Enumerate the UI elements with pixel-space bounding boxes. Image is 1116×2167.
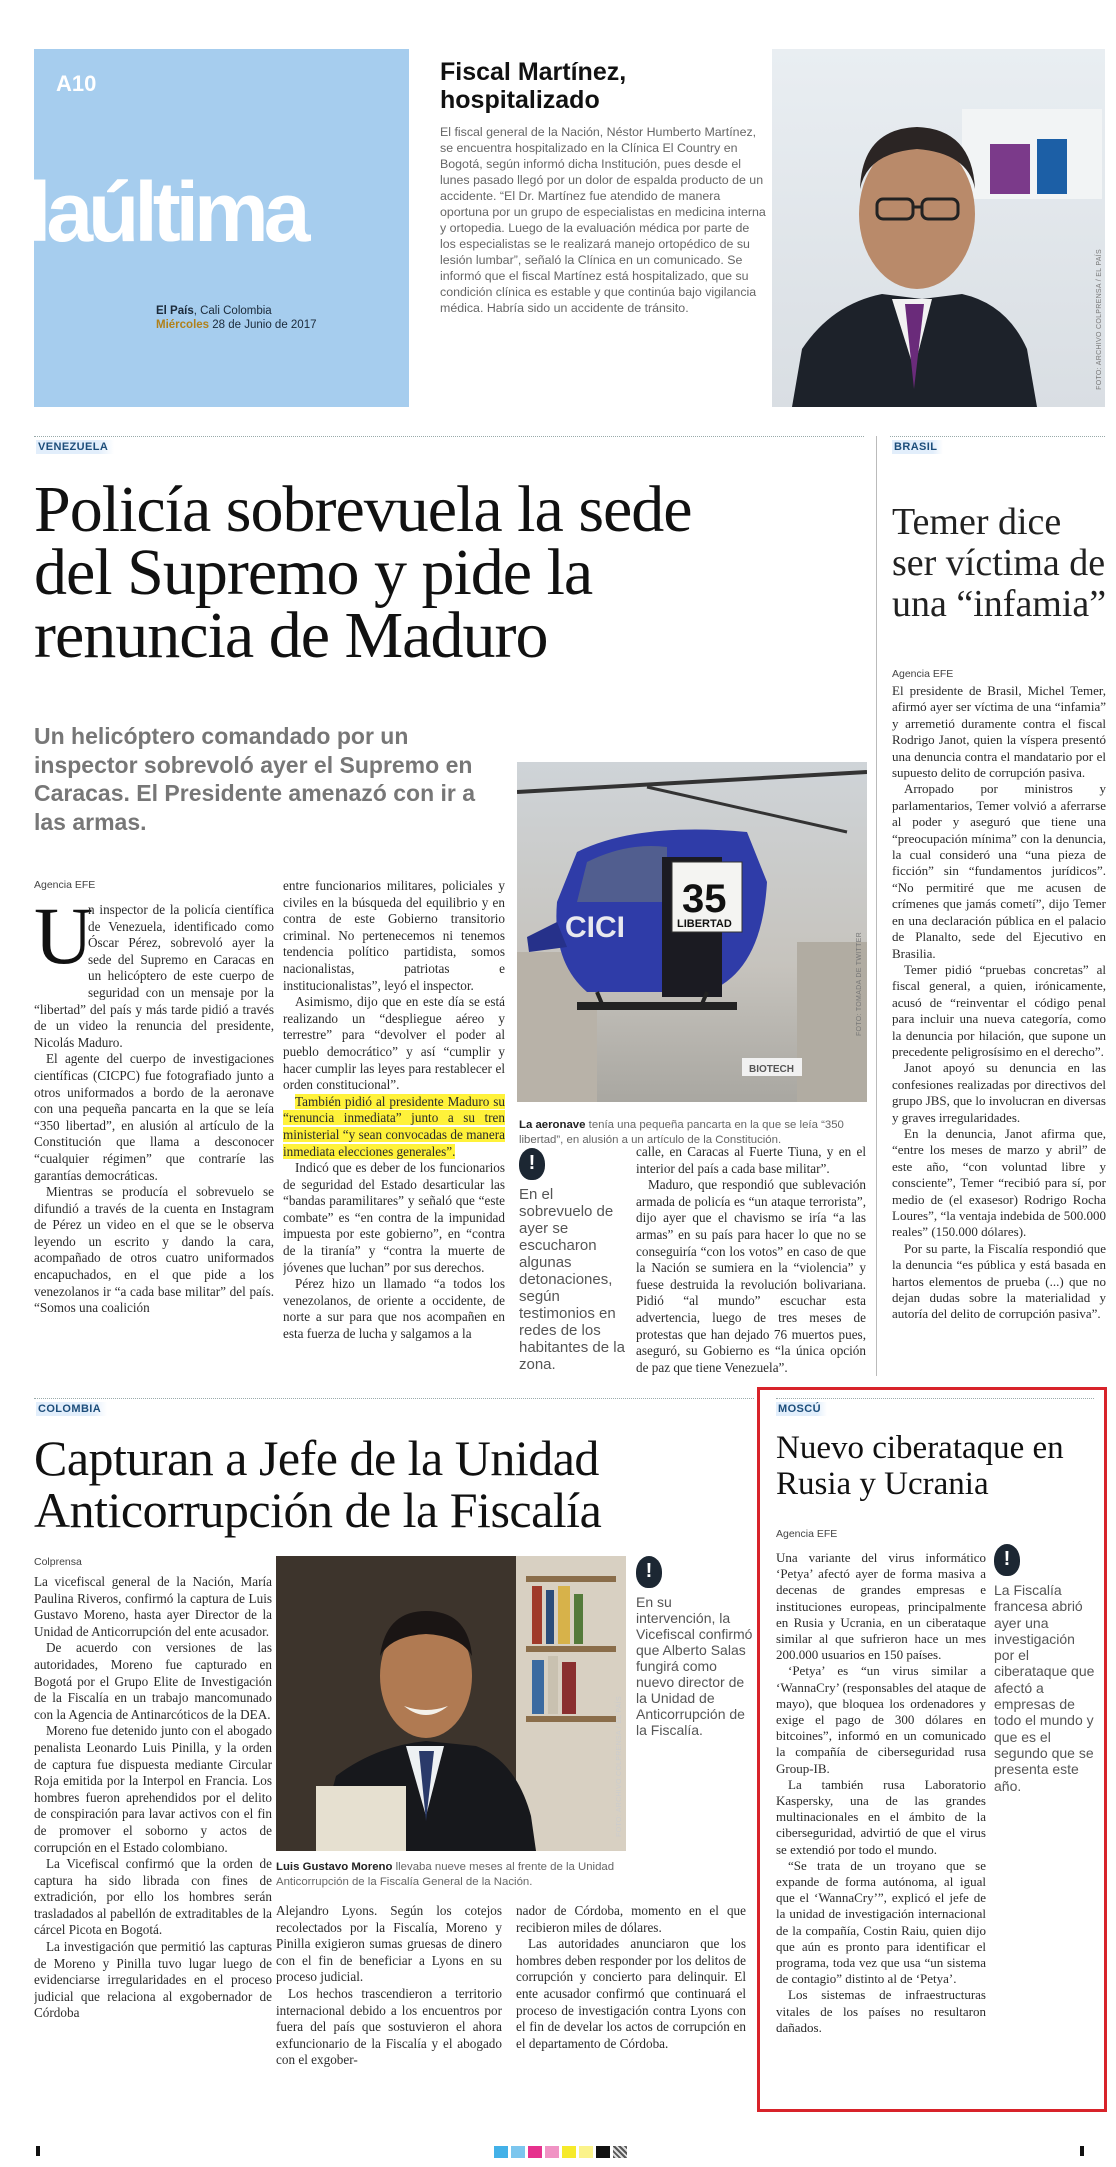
fiscal-story	[440, 58, 766, 316]
moreno-caption-bold: Luis Gustavo Moreno	[276, 1861, 393, 1873]
photo-sign: BIOTECH	[749, 1064, 794, 1075]
brasil-p2: Arropado por ministros y parlamentarios, Temer volvió a aferrarse al poder y aseguró que tiene una “preocupación mínima” con la denuncia, la cual consideró una “una pieza de ficción” sin “fundamentos jurídicos”. “No permitiré que me acusen de crímenes que jamás cometí”, dijo Temer en una declaración pública en el palacio de Planalto, sede del Ejecutivo en Brasilia.	[892, 781, 1106, 961]
masthead-block	[28, 49, 409, 407]
venezuela-headline: Policía sobrevuela la sede del Supremo y pide la renuncia de Maduro	[34, 473, 692, 672]
section-tag-moscu: MOSCÚ	[776, 1402, 827, 1416]
fiscal-photo-image	[772, 49, 1105, 407]
venezuela-col2-p4: Indicó que es deber de los funcionarios de seguridad del Estado desarticular las “bandas paramilitares” y señaló que “este combate” es “en contra de la impunidad impuesta por este gobierno”, en “contra de la tiranía” y “contra la muerte de jóvenes que luchan” por sus derechos.	[283, 1160, 505, 1275]
drop-cap: U	[34, 902, 94, 981]
exclamation-icon: !	[636, 1556, 662, 1588]
exclamation-icon: !	[994, 1544, 1020, 1576]
divider	[776, 1398, 1094, 1399]
colombia-col2-p1: Alejandro Lyons. Según los cotejos recolectados por la Fiscalía, Moreno y Pinilla exigieron sumas gruesas de dinero con el fin de beneficiar a Lyons en su proceso judicial.	[276, 1903, 502, 1985]
moscu-callout	[994, 1544, 1098, 1794]
venezuela-col-3	[636, 1144, 866, 1376]
moscu-p2: ‘Petya’ es “un virus similar a ‘WannaCry’ (responsables del ataque de mayo), que bloquea los ordenadores y exige el pago de 300 dólares en bitcoines”, informó en un comunicado la compañía de ciberseguridad rusa Group-IB.	[776, 1663, 986, 1776]
city: Cali Colombia	[200, 305, 272, 317]
colombia-p1: La vicefiscal general de la Nación, María Paulina Riveros, confirmó la captura de Luis Gustavo Moreno, hasta ayer Director de la Unidad de Anticorrupción del ente acusador.	[34, 1574, 272, 1639]
venezuela-agency: Agencia EFE	[34, 879, 96, 891]
divider	[34, 436, 864, 437]
moreno-photo-credit: FOTO: ARCHIVO COLPRENSA / EL PAÍS	[616, 1696, 623, 1837]
fiscal-body	[440, 124, 766, 316]
moscu-p4: “Se trata de un troyano que se expande de forma autónoma, al igual que el ‘WannaCry’”, explicó el jefe de la unidad de investigación internacional de la compañía, Costin Raiu, quien dijo que aún es pronto para identificar el programa, toda vez que usa “un sistema de contagio” distinto al de ‘Petya’.	[776, 1857, 986, 1987]
weekday: Miércoles	[156, 319, 210, 331]
banner-number: 35	[682, 877, 727, 921]
moscu-p1: Una variante del virus informático ‘Petya’ afectó ayer de forma masiva a decenas de grandes empresas e instituciones europeas, principalmente en Rusia y Ucrania, en un ciberataque similar al que sufrieron hace un mes 200.000 usuarios en 150 países.	[776, 1550, 986, 1663]
venezuela-col1-p2: El agente del cuerpo de investigaciones científicas (CICPC) fue fotografiado junto a otros uniformados a bordo de la aeronave con una pequeña pancarta en la que se leía “350 libertad”, en alusión al artículo de la Constitución que llama a desconocer “cualquier régimen” que contraríe las garantías democráticas.	[34, 1051, 274, 1183]
colombia-p3: Moreno fue detenido junto con el abogado penalista Leonardo Luis Pinilla, y la orden de captura fue dispuesta mediante Circular Roja emitida por la Interpol en Francia. Los hombres fueron aprehendidos por el delito de conspiración para lavar activos con el fin de promover el soborno y actos de corrupción en el Estado colombiano.	[34, 1723, 272, 1855]
colombia-headline: Capturan a Jefe de la Unidad Anticorrupción de la Fiscalía	[34, 1430, 602, 1538]
colombia-col-3	[516, 1903, 746, 2103]
brasil-p5: En la denuncia, Janot afirma que, “entre los meses de marzo y abril” de este año, “con voluntad libre y consciente”, Temer “recibió para sí, por medio de (el exasesor) Rodrigo Rocha Loures”, “la ventaja indebida de 500.000 reales” (150.000 dólares).	[892, 1125, 1106, 1240]
moscu-callout-text: La Fiscalía francesa abrió ayer una investigación por el ciberataque que afectó a empresas de todo el mundo y que es el segundo que se presenta este año.	[994, 1582, 1095, 1794]
venezuela-col3-p1: calle, en Caracas al Fuerte Tiuna, y en el interior del país a cada base militar”.	[636, 1144, 866, 1176]
venezuela-col-2	[283, 878, 505, 1358]
colombia-callout-text: En su intervención, la Vicefiscal confirmó que Alberto Salas fungirá como nuevo director de la Unidad de Anticorrupción de la Fiscalía.	[636, 1594, 753, 1738]
brasil-p1: El presidente de Brasil, Michel Temer, afirmó ayer ser víctima de una “infamia” y arremetió duramente contra el fiscal Rodrigo Janot, quien la víspera presentó una denuncia contra el mandatario por el supuesto delito de corrupción pasiva.	[892, 683, 1106, 781]
helicopter-photo-credit: FOTO: TOMADA DE TWITTER	[856, 932, 863, 1037]
venezuela-col3-p2: Maduro, que respondió que sublevación armada de policía es “un ataque terrorista”, dijo ayer que el chavismo se iría “a las armas” en su país para hacer lo que no se conseguiría “con los votos” en caso de que la Nación se sumiera en la “violencia” y fuese destruida la revolución bolivariana. Pidió “al mundo” escuchar esta advertencia, luego de tres meses de protestas que han dejado 76 muertos pues, aseguró, su Gobierno es “la única opción de paz que tiene Venezuela”.	[636, 1177, 866, 1375]
newspaper-name: El País	[156, 305, 194, 317]
fiscal-headline: Fiscal Martínez, hospitalizado	[440, 58, 627, 114]
venezuela-col1-p3: Mientras se producía el sobrevuelo se difundió a través de la cuenta en Instagram de Pérez un video en el que se le observa leyendo un escrito y dando la cara, acompañado de otros cuatro uniformados encapuchados, en el que pide a los venezolanos ir “a cada base militar” del país. “Somos una coalición	[34, 1184, 274, 1316]
brasil-body	[892, 683, 1106, 1373]
colombia-p2: De acuerdo con versiones de las autoridades, Moreno fue capturado en Bogotá por el Grupo Elite de Investigación de la Fiscalía en un trabajo mancomunado con la Agencia de Antinarcóticos de la DEA.	[34, 1640, 272, 1722]
fiscal-photo-credit: FOTO: ARCHIVO COLPRENSA / EL PAÍS	[1096, 249, 1103, 390]
section-tag-venezuela: VENEZUELA	[36, 440, 114, 454]
divider	[34, 1398, 754, 1399]
brasil-agency: Agencia EFE	[892, 668, 954, 680]
brasil-p4: Janot apoyó su denuncia en las confesiones realizadas por directivos del grupo JBS, que lo involucran en diversas y graves irregularidades.	[892, 1060, 1106, 1125]
venezuela-highlight: También pidió al presidente Maduro su “renuncia inmediata” junto a su tren ministerial “y sean convocadas de manera inmediata elecciones generales”.	[283, 1093, 505, 1159]
venezuela-callout-text: En el sobrevuelo de ayer se escucharon algunas detonaciones, según testimonios en redes de los habitantes de la zona.	[519, 1186, 625, 1373]
moreno-caption-text: llevaba nueve meses al frente de la Unidad Anticorrupción de la Fiscalía General de la Nación.	[276, 1861, 615, 1888]
moreno-photo	[276, 1556, 626, 1851]
registration-mark	[1080, 2146, 1084, 2156]
column-divider	[876, 436, 877, 1376]
helicopter-caption-bold: La aeronave	[519, 1119, 586, 1131]
colombia-callout	[636, 1556, 754, 1738]
venezuela-subhead: Un helicóptero comandado por un inspector sobrevoló ayer el Supremo en Caracas. El Presidente amenazó con ir a las armas.	[34, 723, 476, 835]
moscu-p5: Los sistemas de infraestructuras vitales de los países no resultaron dañados.	[776, 1987, 986, 2035]
fiscal-photo	[772, 49, 1105, 407]
exclamation-icon: !	[519, 1148, 545, 1180]
date: 28 de Junio de 2017	[212, 319, 317, 331]
helicopter-caption	[519, 1118, 859, 1147]
fiscal-body-text: El fiscal general de la Nación, Néstor Humberto Martínez, se encuentra hospitalizado en la Clínica El Country en Bogotá, según informó dicha Institución, pues desde el lunes pasado llegó por un dolor de espalda producto de un accidente. “El Dr. Martínez fue atendido de manera oportuna por un grupo de especialistas en medicina interna y ortopedia. Luego de la evaluación médica por parte de los especialistas se le realizará manejo ortopédico de su lesión lumbar”, señaló la Clínica en un comunicado. Se informó que el fiscal Martínez está hospitalizado, que su condición clínica es estable y que continúa bajo vigilancia médica. Habría sido un accidente de tránsito.	[440, 125, 766, 315]
moscu-p3: La también rusa Laboratorio Kaspersky, una de las grandes multinacionales en el ámbito de la ciberseguridad, advirtió de que el virus se extendió por todo el mundo.	[776, 1776, 986, 1857]
heli-marking: CICI	[565, 911, 625, 944]
venezuela-col2-p1: entre funcionarios militares, policiales y civiles en la búsqueda del equilibrio y en contra de este Gobierno transitorio criminal. No pertenecemos ni tenemos tendencia político partidista, somos nacionalistas, patriotas e institucionalistas”, leyó el inspector.	[283, 878, 505, 993]
colombia-agency: Colprensa	[34, 1556, 82, 1568]
section-logo: laúltima	[28, 165, 306, 259]
banner-word: LIBERTAD	[677, 918, 732, 930]
helicopter-photo-image	[517, 762, 867, 1102]
venezuela-col2-p5: Pérez hizo un llamado “a todos los venezolanos, de oriente a occidente, de norte a sur para que nos acompañen en esta fuerza de lucha y salgamos a la	[283, 1276, 505, 1342]
divider	[890, 436, 1105, 437]
moreno-caption	[276, 1860, 626, 1889]
registration-mark	[36, 2146, 40, 2156]
venezuela-lead: n inspector de la policía científica de Venezuela, identificado como Óscar Pérez, sobrevoló ayer la sede del Supremo en Caracas en un helicóptero de este cuerpo de seguridad con un mensaje por la “libertad” del país y más tarde pidió a través de un video la renuncia del presidente, Nicolás Maduro.	[34, 902, 274, 1050]
section-tag-colombia: COLOMBIA	[36, 1402, 107, 1416]
colombia-p5: La investigación que permitió las capturas de Moreno y Pinilla tuvo lugar luego de evidenciarse irregularidades en el proceso judicial que relaciona al exgobernador de Córdoba	[34, 1939, 272, 2021]
brasil-p6: Por su parte, la Fiscalía respondió que la denuncia “es pública y está basada en hartos elementos de prueba (...) que no dejan dudas sobre la materialidad y autoría del delito de corrupción pasiva”.	[892, 1240, 1106, 1322]
helicopter-photo	[517, 762, 867, 1102]
venezuela-col-1	[34, 902, 274, 1372]
section-tag-brasil: BRASIL	[892, 440, 943, 454]
helicopter-caption-text: tenía una pequeña pancarta en la que se leía “350 libertad”, en alusión a un artículo de la Constitución.	[519, 1119, 844, 1146]
moreno-photo-image	[276, 1556, 626, 1851]
colombia-p4: La Vicefiscal confirmó que la orden de captura ha sido librada con fines de extradición, por ello los hombres serán trasladados al pabellón de extraditables de la cárcel Picota en Bogotá.	[34, 1856, 272, 1938]
page-number: A10	[56, 71, 97, 96]
venezuela-callout	[519, 1148, 629, 1373]
venezuela-col2-p2: Asimismo, dijo que en este día se está realizando un “despliegue aéreo y terrestre” para “devolver el poder al pueblo democrático” y así “cumplir y hacer cumplir las leyes para restablecer el orden constitucional”.	[283, 994, 505, 1093]
color-bar	[494, 2146, 627, 2158]
colombia-col2-p2: Los hechos trascendieron a territorio internacional debido a los encuentros por fuera del país que sostuvieron el ahora exfuncionario de la Fiscalía y el abogado con el exgober-	[276, 1985, 502, 2068]
moscu-body	[776, 1550, 986, 2098]
brasil-p3: Temer pidió “pruebas concretas” al fiscal general, a quien, irónicamente, acusó de “reinventar el código penal para incluir una nueva categoría, como la denuncia por hilación, que supone un precedente peligrosísimo en el derecho”.	[892, 961, 1106, 1059]
brasil-headline: Temer dice ser víctima de una “infamia”	[892, 501, 1107, 625]
moscu-headline: Nuevo ciberataque en Rusia y Ucrania	[776, 1430, 1064, 1502]
moscu-agency: Agencia EFE	[776, 1528, 838, 1540]
colombia-col-1	[34, 1574, 272, 2099]
colombia-col3-p2: Las autoridades anunciaron que los hombres deben responder por los delitos de corrupción y concierto para delinquir. El ente acusador confirmó que continuará el proceso de investigación contra Lyons con el fin de develar los actos de corrupción en el departamento de Córdoba.	[516, 1936, 746, 2051]
colombia-col3-p1: nador de Córdoba, momento en el que recibieron miles de dólares.	[516, 1903, 746, 1935]
colombia-col-2	[276, 1903, 502, 2103]
edition-info: El País, Cali Colombia Miércoles 28 de Junio de 2017	[156, 305, 317, 331]
